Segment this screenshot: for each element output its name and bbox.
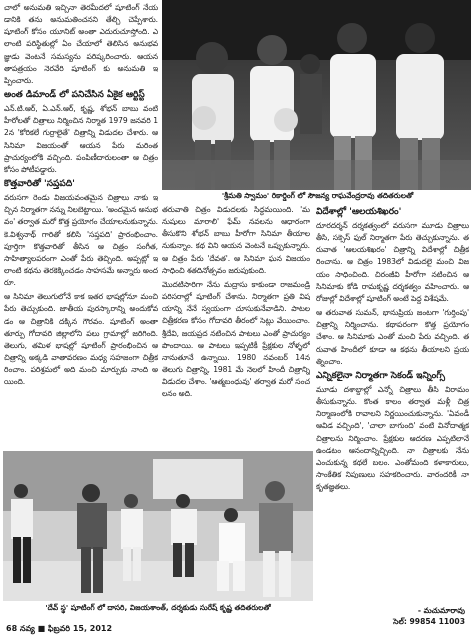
bottom-photo-caption: 'దేవ్ స్థ' షూటింగ్ లో దాసరి, విజయశాంత్, దర్శకుడు సురేష్ కృష్ణ తదితరులతో <box>45 603 271 612</box>
subheading: అంత డిమాండ్ లో పనిచేసిన ఏకైక ఆర్టిస్ట్ <box>4 90 145 101</box>
author-name: - మచుమారావు <box>417 606 465 615</box>
shooting-photo-image <box>3 451 313 601</box>
paragraph: మొదటిసారిగా నేను మద్రాసు కాకుండా రాజమండ్రి పరిసరాల్లో షూటింగ్ చేశాను. నిర్మాతగా ప్రతి విషయాన్ని నేనే స్వయంగా చూసుకునేవాడిని. పాటల చిత్రీకరణ కోసం గోదావరి తీరంలో సెట్లు వేయించాం. శ్రీదేవి, జయప్రద నటించిన పాటలు ఎంతో ప్రాచుర్యం పొందాయి. ఆ పాటలు ఇప్పటికీ ప్రేక్షకుల నోళ్ళలో నానుతూనే ఉన్నాయి. 1980 నవంబర్ 14న తెలుగు చిత్రాన్ని, 1981 మే నెలలో హిందీ చిత్రాన్ని విడుదల చేశాం. 'ఆత్మబంధువు' తర్వాత మరో సంచలనం అది. <box>162 279 310 399</box>
middle-column <box>162 204 310 447</box>
paragraph: ఆ తరువాత సుమన్, భానుప్రియ జంటగా 'గుర్తింపు' చిత్రాన్ని నిర్మించాను. కథాపరంగా కొత్త ప్రయోగం చేశాం. ఆ సినిమాకు ఎంతో మంచి పేరు వచ్చింది. తరువాత హిందీలో కూడా ఆ కథను తీయాలని ప్రయత్నించాం. <box>316 308 469 366</box>
right-column <box>316 204 469 602</box>
group-photo-image <box>162 0 471 190</box>
top-photo <box>162 0 471 190</box>
paragraph: మూడు దశాబ్దాల్లో ఎన్నో చిత్రాలు తీసి విరామం తీసుకున్నాను. కొంత కాలం తర్వాత మళ్లీ చిత్ర నిర్మాణంలోకి రావాలని నిర్ణయించుకున్నాను. 'ఏవండీ ఆవిడ వచ్చింది', 'చాలా బాగుంది' వంటి వినోదాత్మక చిత్రాలను నిర్మించాం. ప్రేక్షకుల ఆదరణ ఎప్పటిలానే ఉండటం ఆనందాన్నిచ్చింది. నా చిత్రాలకు నేను ఎంచుకున్న కథలే బలం. ఎంతోమంది కళాకారులు, సాంకేతిక నిపుణులు సహకరించారు. వారందరికీ నా కృతజ్ఞతలు. <box>316 384 469 492</box>
byline <box>365 605 465 627</box>
page-folio: 68 నవ్య ■ ఫిబ్రవరి 15, 2012 <box>6 624 113 633</box>
paragraph: ఎన్.టి.ఆర్, ఏ.ఎన్.ఆర్, కృష్ణ, శోభన్ బాబు వంటి హీరోలతో చిత్రాలు నిర్మించిన నిర్మాత 1979 జనవరి 12న 'కోరికలే గుర్రాలైతే' చిత్రాన్ని విడుదల చేశారు. ఆ సినిమా విజయంతో ఆయన పేరు మరింత ప్రాచుర్యంలోకి వచ్చింది. పంపిణీదారులంతా ఆ చిత్రం కోసం పోటీపడ్డారు. <box>4 104 158 174</box>
author-phone: సెల్: 99854 11003 <box>393 617 465 626</box>
top-photo-caption: 'శ్రీమతి స్వామం' రికార్డింగ్ లో సౌజన్య రాఘవేంద్రరావు తదితరులతో <box>221 191 414 200</box>
paragraph: ఆ సినిమా తెలుగులోనే కాక ఇతర భాషల్లోనూ మంచి పేరు తెచ్చుకుంది. జాతీయ పురస్కారాన్ని అందుకోవడం ఆ చిత్రానికి దక్కిన గౌరవం. షూటింగ్ అంతా తూర్పు గోదావరి జిల్లాలోని పలు గ్రామాల్లో జరిగింది. తెలుగు, తమిళ భాషల్లో షూటింగ్ ప్రారంభించిన ఆ చిత్రాన్ని అక్కడి వాతావరణం మధ్య సహజంగా చిత్రీకరించాం. పరిశ్రమలో అది మంచి మార్పుకు నాంది అయింది. <box>4 292 158 387</box>
bottom-photo <box>3 451 313 601</box>
left-column <box>4 2 158 447</box>
paragraph: వరుసగా రెండు విజయవంతమైన చిత్రాలు నాకు ఇచ్చిన నిర్మాతగా నన్ను నిలబెట్టాయి. 'అందమైన అనుభవం' తర్వాత మరో కొత్త ప్రయోగం చేయాలనుకున్నాను. కె.విశ్వనాథ్ గారితో కలిసి 'సప్తపది' ప్రారంభించాం. పూర్తిగా కొత్తవారితో తీసిన ఆ చిత్రం సంగీత, సాహిత్యాలపరంగా ఎంతో పేరు తెచ్చింది. అప్పట్లో ఇలాంటి కథను తెరకెక్కించడం సాహసమే అన్నారు అందరూ. <box>4 193 158 288</box>
paragraph: తరువాతి చిత్రం విడుదలకు సిద్ధమయింది. 'మనుషులు మారాలి' ఫేమ్ నవలను ఆధారంగా తీసుకొని శోభన్ బాబు హీరోగా సినిమా తీయాలనుకున్నాం. కథ విని ఆయన వెంటనే ఒప్పుకున్నారు. ఆ చిత్రం పేరు 'దేవత'. ఆ సినిమా ఘన విజయం సాధించి శతదినోత్సవం జరుపుకుంది. <box>162 205 310 275</box>
paragraph: చాలో అనుమతి ఇచ్చినా తెరమీదలో షూటింగ్ నేయడానికి తను అనుమతించనని తేల్చి చెప్పేశారు. షూటింగ్ కోసం యూనిట్ అంతా ఎదురుచూస్తోంది. ఎలాంటి పరిస్థితుల్లో ఏం చేయాలో తెలిసిన అనుభవజ్ఞుడు వెంటనే సమస్యను పరిష్కరించారు. ఆయన తాపత్రయం నెరవేరి షూటింగ్ కు అనుమతి ఇప్పించారు. <box>4 3 158 85</box>
subheading: విదేశాల్లో 'ఆలయశిఖరం' <box>316 207 402 217</box>
subheading: కొత్తవారితో 'సప్తపది' <box>4 179 75 190</box>
subheading: ఎన్నికలైనా నిర్మాతగా సెకండ్ ఇన్నింగ్స్ <box>316 370 446 381</box>
paragraph: దూరదర్శన్ దర్శకత్వంలో వరుసగా మూడు చిత్రాలు తీసి, సక్సెస్ ఫుల్ నిర్మాతగా పేరు తెచ్చుకున్నాను. తరువాత 'ఆలయశిఖరం' చిత్రాన్ని విదేశాల్లో చిత్రీకరించాను. ఆ చిత్రం 1983లో విడుదలై మంచి విజయం సాధించింది. చిరంజీవి హీరోగా నటించిన ఆ సినిమాకు కోడి రామకృష్ణ దర్శకత్వం వహించారు. ఆ రోజుల్లో విదేశాల్లో షూటింగ్ అంటే పెద్ద విశేషమే. <box>316 221 469 303</box>
